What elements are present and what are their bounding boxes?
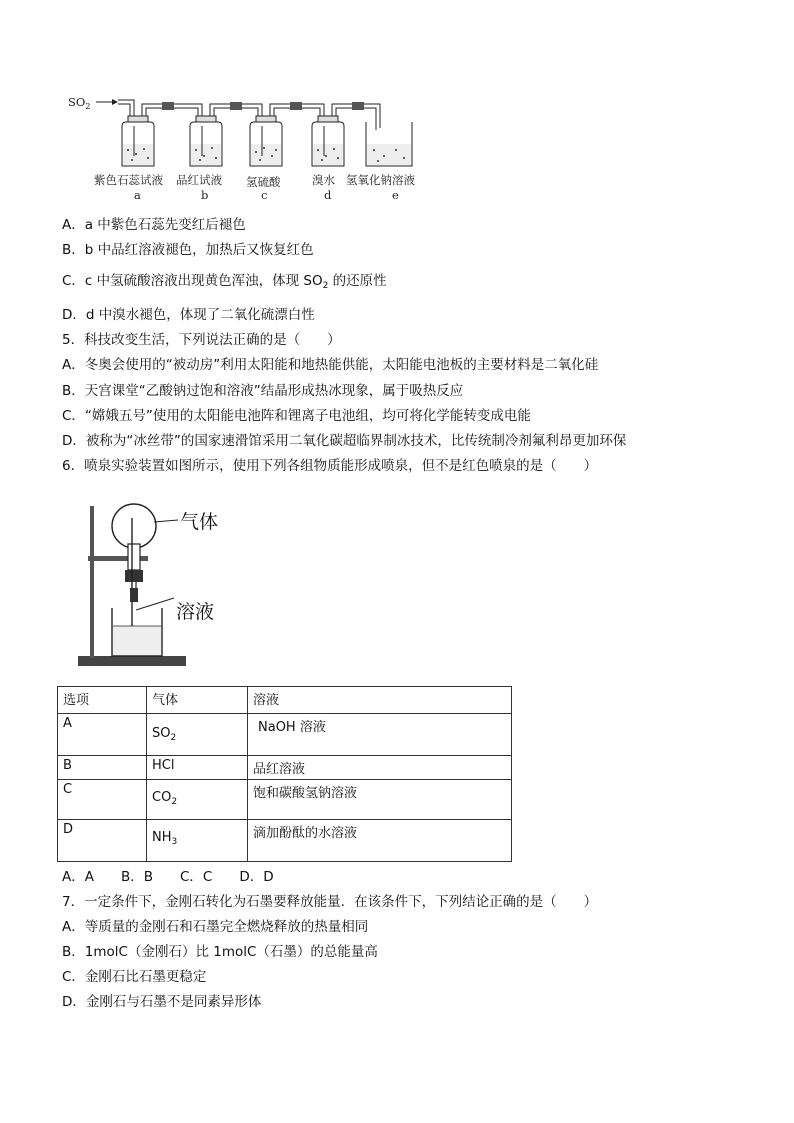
table-header: 气体 (147, 687, 248, 714)
bottle-b-name: 品红试液 (176, 173, 222, 187)
table-cell-gas: $CO_2$ (147, 780, 248, 820)
q5-option-a: A．冬奥会使用的“被动房”利用太阳能和地热能供能，太阳能电池板的主要材料是二氧化硅 (62, 357, 599, 373)
table-cell-option: B (58, 756, 147, 780)
q5-option-d: D．被称为“冰丝带”的国家速滑馆采用二氧化碳超临界制冰技术，比传统制冷剂氟利昂更加环保 (62, 433, 627, 449)
bottle-d-name: 溴水 (312, 173, 335, 187)
table-cell-option: A (58, 714, 147, 756)
table-header-row (58, 687, 512, 714)
table-cell-gas: $SO_2$ (147, 714, 248, 756)
table-cell-gas: $NH_3$ (147, 820, 248, 862)
bottle-c-letter: c (261, 188, 268, 202)
q6-options-table (57, 686, 512, 862)
table-header: 选项 (58, 687, 147, 714)
table-row (58, 714, 512, 756)
q5-stem: 5．科技改变生活，下列说法正确的是（ ） (62, 332, 341, 348)
bottle-d-letter: d (324, 188, 332, 202)
bottle-a (122, 116, 154, 166)
table-cell-solution: 饱和碳酸氢钠溶液 (248, 780, 512, 820)
q7-option-d: D．金刚石与石墨不是同素异形体 (62, 994, 262, 1010)
so2-apparatus-figure (62, 90, 432, 205)
bottle-c (250, 116, 282, 166)
q4-option-a: A．a 中紫色石蕊先变红后褪色 (62, 217, 246, 233)
bottle-a-letter: a (134, 188, 141, 202)
fountain-gas-label: 气体 (180, 511, 219, 533)
fountain-solution-label: 溶液 (176, 601, 215, 623)
table-row (58, 820, 512, 862)
table-cell-solution: 滴加酚酞的水溶液 (248, 820, 512, 862)
q5-option-c: C．“嫦娥五号”使用的太阳能电池阵和锂离子电池组，均可将化学能转变成电能 (62, 408, 531, 424)
table-cell-solution: 品红溶液 (248, 756, 512, 780)
q5-option-b: B．天宫课堂“乙酸钠过饱和溶液”结晶形成热冰现象，属于吸热反应 (62, 383, 464, 399)
so2-label: $SO_2$ (68, 95, 91, 111)
q7-option-c: C．金刚石比石墨更稳定 (62, 969, 207, 985)
fountain-apparatus-figure (70, 498, 270, 673)
table-cell-solution: NaOH 溶液 (248, 714, 512, 756)
bottle-b (190, 116, 222, 166)
beaker-e-letter: e (392, 188, 399, 202)
bottle-c-name: 氢硫酸 (246, 175, 281, 189)
table-row (58, 756, 512, 780)
q7-stem: 7．一定条件下，金刚石转化为石墨要释放能量．在该条件下，下列结论正确的是（ ） (62, 894, 598, 910)
beaker-e-name: 氢氧化钠溶液 (346, 173, 415, 187)
table-cell-option: C (58, 780, 147, 820)
bottle-d (312, 116, 344, 166)
q4-option-c: C．c 中氢硫酸溶液出现黄色浑浊，体现 $SO_2$ 的还原性 (62, 273, 387, 291)
q7-option-b: B．1molC（金刚石）比 1molC（石墨）的总能量高 (62, 944, 378, 960)
q6-stem: 6．喷泉实验装置如图所示，使用下列各组物质能形成喷泉，但不是红色喷泉的是（ ） (62, 458, 598, 474)
q4-option-b: B．b 中品红溶液褪色，加热后又恢复红色 (62, 242, 314, 258)
q7-option-a: A．等质量的金刚石和石墨完全燃烧释放的热量相同 (62, 919, 369, 935)
table-cell-option: D (58, 820, 147, 862)
bottle-b-letter: b (201, 188, 209, 202)
bottle-a-name: 紫色石蕊试液 (94, 173, 163, 187)
q6-answer-choices: A．A B．B C．C D．D (62, 869, 274, 885)
table-header: 溶液 (248, 687, 512, 714)
table-row (58, 780, 512, 820)
beaker-e (366, 122, 412, 166)
table-cell-gas: HCl (147, 756, 248, 780)
q4-option-d: D．d 中溴水褪色，体现了二氧化硫漂白性 (62, 307, 315, 323)
